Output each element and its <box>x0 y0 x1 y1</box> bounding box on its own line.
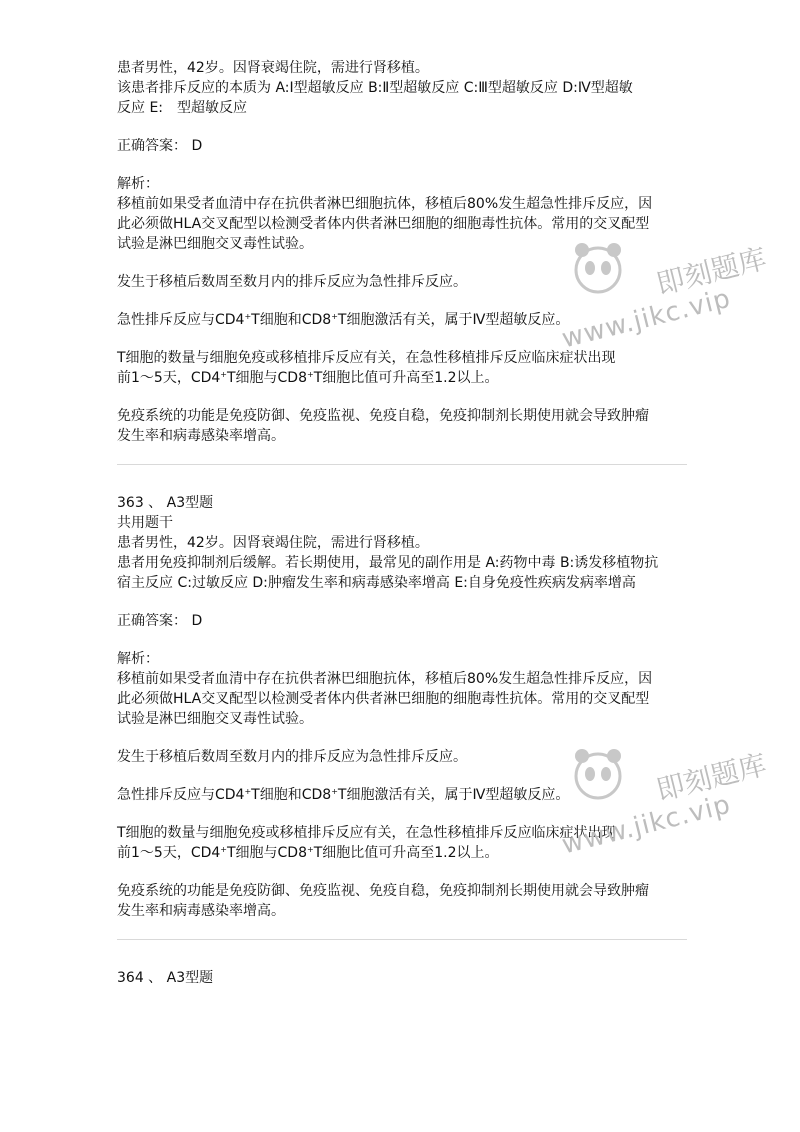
question-text-line: 患者用免疫抑制剂后缓解。若长期使用，最常见的副作用是 A:药物中毒 B:诱发移植物抗 <box>117 555 659 571</box>
question-stem: 患者男性，42岁。因肾衰竭住院，需进行肾移植。 <box>117 60 429 76</box>
section-divider <box>117 939 687 940</box>
question-header <box>117 968 687 988</box>
question-text-line: 该患者排斥反应的本质为 A:Ⅰ型超敏反应 B:Ⅱ型超敏反应 C:Ⅲ型超敏反应 D:Ⅳ型超敏 <box>117 80 633 96</box>
text-segment: 前1～5天，CD4 <box>117 370 221 386</box>
question-number: 363 <box>117 495 144 511</box>
analysis-label: 解析： <box>117 176 159 192</box>
text-segment: T细胞和CD8 <box>251 312 332 328</box>
text-segment: 急性排斥反应与CD4 <box>117 787 245 803</box>
analysis-text-line: 发生于移植后数周至数月内的排斥反应为急性排斥反应。 <box>117 274 467 290</box>
analysis-text-line: T细胞的数量与细胞免疫或移植排斥反应有关，在急性移植排斥反应临床症状出现 <box>117 825 616 841</box>
text-segment: T细胞激活有关，属于Ⅳ型超敏反应。 <box>337 312 570 328</box>
superscript: + <box>331 787 338 796</box>
watermark-url: www.jikc.vip <box>558 789 734 861</box>
analysis-text-line: 试验是淋巴细胞交叉毒性试验。 <box>117 711 313 727</box>
analysis-text-line: 此必须做HLA交叉配型以检测受者体内供者淋巴细胞的细胞毒性抗体。常用的交叉配型 <box>117 691 650 707</box>
question-number: 364 <box>117 970 144 986</box>
watermark-brand: 即刻题库 <box>653 747 770 808</box>
question-363 <box>117 493 687 921</box>
analysis-text-line: 试验是淋巴细胞交叉毒性试验。 <box>117 236 313 252</box>
analysis-text-line: T细胞的数量与细胞免疫或移植排斥反应有关，在急性移植排斥反应临床症状出现 <box>117 350 616 366</box>
text-segment: T细胞激活有关，属于Ⅳ型超敏反应。 <box>337 787 570 803</box>
superscript: + <box>307 370 314 379</box>
superscript: + <box>331 312 338 321</box>
text-segment: T细胞比值可升高至1.2以上。 <box>313 845 499 861</box>
analysis-text-line: 移植前如果受者血清中存在抗供者淋巴细胞抗体，移植后80%发生超急性排斥反应，因 <box>117 196 653 212</box>
section-divider <box>117 464 687 465</box>
question-header <box>117 493 687 513</box>
text-segment: T细胞与CD8 <box>226 845 307 861</box>
watermark-url: www.jikc.vip <box>558 283 734 355</box>
superscript: + <box>244 312 252 321</box>
superscript: + <box>307 845 314 854</box>
analysis-text-line <box>117 310 687 330</box>
watermark-brand: 即刻题库 <box>653 241 770 302</box>
text-segment: T细胞比值可升高至1.2以上。 <box>313 370 499 386</box>
separator: 、 <box>143 495 167 511</box>
shared-stem-label: 共用题干 <box>117 515 173 531</box>
answer-row <box>117 136 687 156</box>
separator: 、 <box>143 970 167 986</box>
question-type: A3型题 <box>166 970 214 986</box>
text-segment: 急性排斥反应与CD4 <box>117 312 245 328</box>
superscript: + <box>220 845 227 854</box>
text-segment: T细胞与CD8 <box>226 370 307 386</box>
analysis-text-line: 发生率和病毒感染率增高。 <box>117 428 285 444</box>
answer-label: 正确答案： <box>117 138 187 154</box>
analysis-text-line: 发生于移植后数周至数月内的排斥反应为急性排斥反应。 <box>117 749 467 765</box>
analysis-text-line: 免疫系统的功能是免疫防御、免疫监视、免疫自稳，免疫抑制剂长期使用就会导致肿瘤 <box>117 883 649 899</box>
analysis-text-line: 此必须做HLA交叉配型以检测受者体内供者淋巴细胞的细胞毒性抗体。常用的交叉配型 <box>117 216 650 232</box>
question-stem: 患者男性，42岁。因肾衰竭住院，需进行肾移植。 <box>117 535 429 551</box>
analysis-text-line <box>117 785 687 805</box>
superscript: + <box>220 370 227 379</box>
superscript: + <box>244 787 252 796</box>
text-segment: T细胞和CD8 <box>251 787 332 803</box>
analysis-text-line: 发生率和病毒感染率增高。 <box>117 903 285 919</box>
analysis-text-line: 免疫系统的功能是免疫防御、免疫监视、免疫自稳，免疫抑制剂长期使用就会导致肿瘤 <box>117 408 649 424</box>
question-text-line: 反应 E: 型超敏反应 <box>117 100 248 116</box>
document-page <box>117 58 687 988</box>
text-segment: 前1～5天，CD4 <box>117 845 221 861</box>
analysis-label: 解析： <box>117 651 159 667</box>
answer-row <box>117 611 687 631</box>
answer-label: 正确答案： <box>117 613 187 629</box>
answer-value: D <box>191 613 203 629</box>
answer-value: D <box>191 138 203 154</box>
analysis-text-line <box>117 843 687 863</box>
question-text-line: 宿主反应 C:过敏反应 D:肿瘤发生率和病毒感染率增高 E:自身免疫性疾病发病率增高 <box>117 575 636 591</box>
analysis-text-line: 移植前如果受者血清中存在抗供者淋巴细胞抗体，移植后80%发生超急性排斥反应，因 <box>117 671 653 687</box>
analysis-text-line <box>117 368 687 388</box>
question-362 <box>117 58 687 446</box>
question-type: A3型题 <box>166 495 214 511</box>
